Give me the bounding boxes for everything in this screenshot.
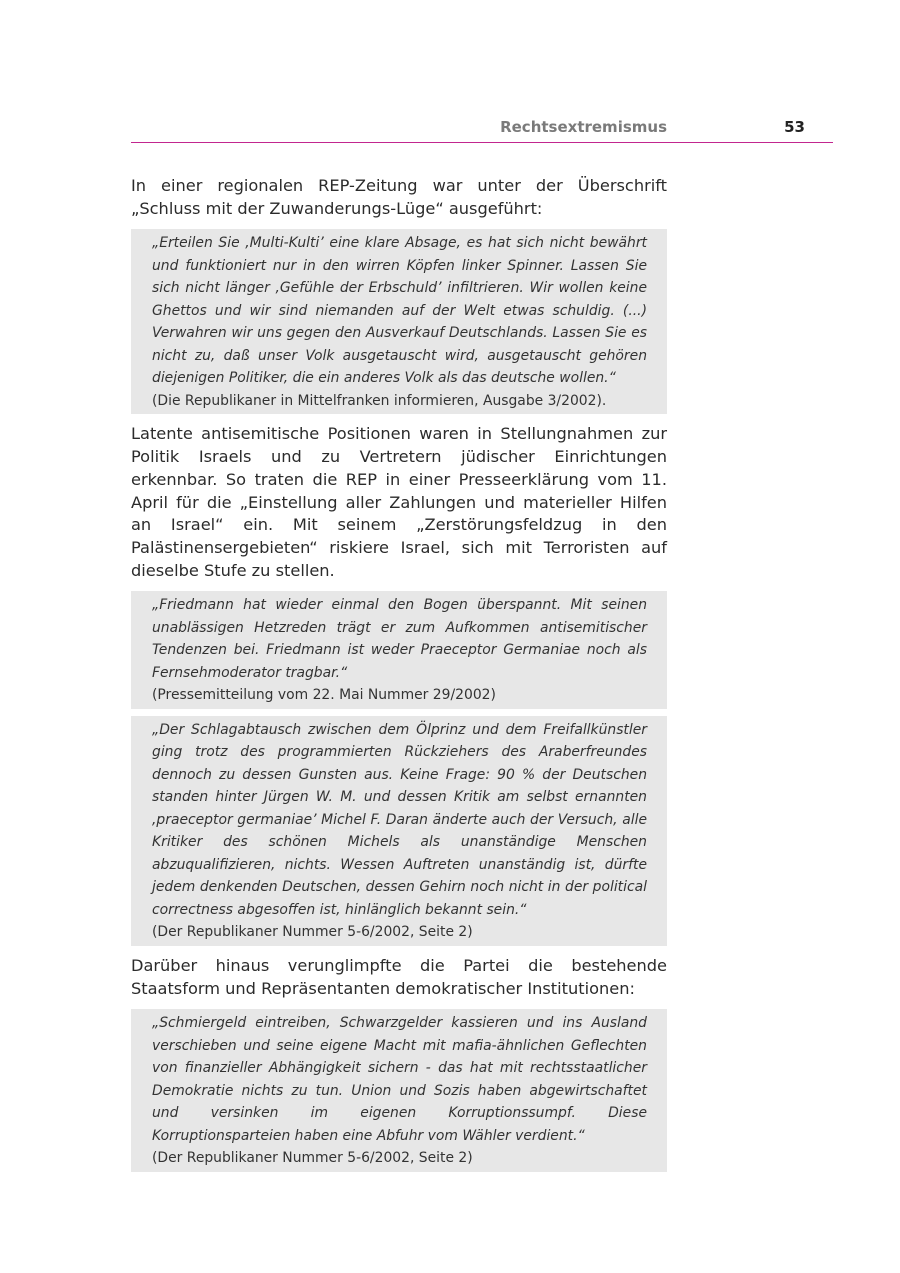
quote-source: (Der Republikaner Nummer 5-6/2002, Seite 2) [152,1150,473,1167]
quote-text: „Schmiergeld eintreiben, Schwarzgelder kassieren und ins Ausland verschieben und seine eigene Macht mit mafia-ähnlichen Geflechten von finanzieller Abhängigkeit sichern - das hat mit rechtsstaatlicher Demokratie nichts zu tun. Union und Sozis haben abgewirtschaftet und versinken im eigenen Korruptionssumpf. Diese Korruptionsparteien haben eine Abfuhr vom Wähler verdient.“ [152,1015,647,1144]
quote-box-4 [131,1009,667,1172]
quote-source: (Die Republikaner in Mittelfranken informieren, Ausgabe 3/2002). [152,392,607,409]
running-header [131,116,833,143]
quote-text: „Friedmann hat wieder einmal den Bogen überspannt. Mit seinen unablässigen Hetzreden trägt er zum Aufkommen antisemitischer Tendenzen bei. Friedmann ist weder Praeceptor Germaniae noch als Fernsehmoderator tragbar.“ [152,597,647,681]
paragraph-intro: In einer regionalen REP-Zeitung war unter der Überschrift „Schluss mit der Zuwanderungs-Lüge“ ausgeführt: [131,176,667,218]
quote-box-2 [131,591,667,709]
quote-text: „Erteilen Sie ‚Multi-Kulti’ eine klare Absage, es hat sich nicht bewährt und funktioniert nur in den wirren Köpfen linker Spinner. Lassen Sie sich nicht länger ‚Gefühle der Erbschuld’ infiltrieren. Wir wollen keine Ghettos und wir sind niemanden auf der Welt etwas schuldig. (...) Verwahren wir uns gegen den Ausverkauf Deutschlands. Lassen Sie es nicht zu, daß unser Volk ausgetauscht wird, ausgetauscht gehören diejenigen Politiker, die ein anderes Volk als das deutsche wollen.“ [152,235,647,387]
paragraph-antisemitism: Latente antisemitische Positionen waren in Stellungnahmen zur Politik Israels und zu Vertretern jüdischer Einrichtungen erkennbar. So traten die REP in einer Presseerklärung vom 11. April für die „Einstellung aller Zahlungen und materieller Hilfen an Israel“ ein. Mit seinem „Zerstörungsfeldzug in den Palästinensergebieten“ riskiere Israel, sich mit Terroristen auf dieselbe Stufe zu stellen. [131,424,667,580]
page-number: 53 [784,118,805,136]
quote-box-3 [131,716,667,946]
main-content [131,175,667,1181]
paragraph-state: Darüber hinaus verunglimpfte die Partei die bestehende Staatsform und Repräsentanten demokratischer Institutionen: [131,955,667,998]
quote-text: „Der Schlagabtausch zwischen dem Ölprinz und dem Freifallkünstler ging trotz des programmierten Rückziehers des Araberfreundes dennoch zu dessen Gunsten aus. Keine Frage: 90 % der Deutschen standen hinter Jürgen W. M. und dessen Kritik am selbst ernannten ‚praeceptor germaniae’ Michel F. Daran änderte auch der Versuch, alle Kritiker des schönen Michels als unanständige Menschen abzuqualifizieren, nichts. Wessen Auftreten unanständig ist, dürfte jedem denkenden Deutschen, dessen Gehirn noch nicht in der political correctness abgesoffen ist, hinlänglich bekannt sein.“ [152,721,647,918]
quote-box-1 [131,229,667,414]
header-title: Rechtsextremismus [500,118,667,136]
quote-source: (Pressemitteilung vom 22. Mai Nummer 29/2002) [152,687,496,704]
quote-source: (Der Republikaner Nummer 5-6/2002, Seite 2) [152,924,473,941]
